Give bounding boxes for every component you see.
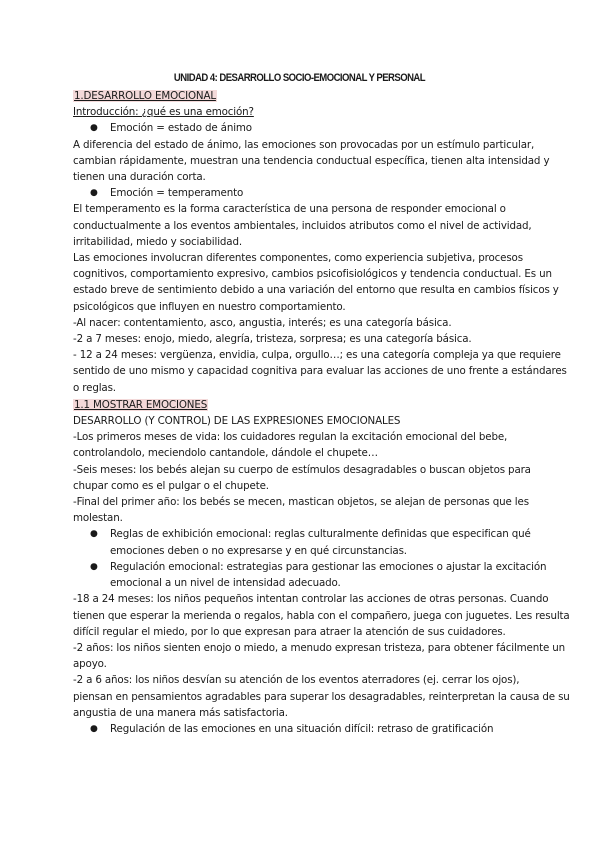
subheading: DESARROLLO (Y CONTROL) DE LAS EXPRESIONES EMOCIONALES xyxy=(73,415,401,428)
bullet-text: Emoción = estado de ánimo xyxy=(110,122,252,135)
paragraph-line: -Seis meses: los bebés alejan su cuerpo de estímulos desagradables o buscan objetos para xyxy=(73,463,531,476)
paragraph-line: piensan en pensamientos agradables para superar los desagradables, reinterpretan la causa de su xyxy=(73,690,570,703)
bullet-item xyxy=(73,120,528,136)
paragraph-line: -18 a 24 meses: los niños pequeños intentan controlar las acciones de otras personas. Cuando xyxy=(73,593,549,606)
bullet-icon: ● xyxy=(90,529,98,540)
paragraph-line: irritabilidad, miedo y sociabilidad. xyxy=(73,235,242,248)
paragraph-line: tienen que esperar la merienda o regalos, habla con el compañero, juega con juguetes. Les resulta xyxy=(73,609,570,622)
paragraph-line: -Al nacer: contentamiento, asco, angustia, interés; es una categoría básica. xyxy=(73,316,452,329)
paragraph-line: sentido de uno mismo y capacidad cognitiva para evaluar las acciones de uno frente a estándares xyxy=(73,365,567,378)
section-heading-desarrollo-emocional: 1.DESARROLLO EMOCIONAL xyxy=(74,90,216,102)
paragraph-line: -2 años: los niños sienten enojo o miedo, a menudo expresan tristeza, para obtener fácilmente un xyxy=(73,641,566,654)
paragraph-line: estado breve de sentimiento debido a una variación del entorno que resulta en cambios físicos y xyxy=(73,284,559,297)
paragraph-line: molestan. xyxy=(73,512,123,525)
paragraph-line: -2 a 6 años: los niños desvían su atención de los eventos aterradores (ej. cerrar los ojos), xyxy=(73,674,520,687)
bullet-icon: ● xyxy=(90,561,98,572)
document-body xyxy=(73,88,570,737)
bullet-continuation: emocional a un nivel de intensidad adecuado. xyxy=(110,577,341,590)
bullet-icon: ● xyxy=(90,123,98,134)
paragraph-line: cognitivos, comportamiento expresivo, cambios psicofisiológicos y tendencia conductual. Es un xyxy=(73,268,552,281)
paragraph-line: cambian rápidamente, muestran una tendencia conductual específica, tienen alta intensidad y xyxy=(73,154,550,167)
bullet-item xyxy=(73,721,528,737)
paragraph-line: El temperamento es la forma característica de una persona de responder emocional o xyxy=(73,203,506,216)
bullet-text: Regulación emocional: estrategias para gestionar las emociones o ajustar la excitación xyxy=(110,560,547,573)
paragraph-line: angustia de una manera más satisfactoria. xyxy=(73,706,288,719)
paragraph-line: chupar como es el pulgar o el chupete. xyxy=(73,479,269,492)
paragraph-line: controlandolo, meciendolo cantandole, dándole el chupete… xyxy=(73,447,378,460)
bullet-item xyxy=(73,185,528,201)
paragraph-line: - 12 a 24 meses: vergüenza, envidia, culpa, orgullo…; es una categoría compleja ya que requiere xyxy=(73,349,561,362)
bullet-icon: ● xyxy=(90,723,98,734)
bullet-text: Emoción = temperamento xyxy=(110,187,244,200)
paragraph-line: tienen una duración corta. xyxy=(73,171,206,184)
bullet-text: Regulación de las emociones en una situación difícil: retraso de gratificación xyxy=(110,722,494,735)
bullet-item xyxy=(73,559,547,575)
paragraph-line: A diferencia del estado de ánimo, las emociones son provocadas por un estímulo particular, xyxy=(73,138,535,151)
paragraph-line: conductualmente a los eventos ambientales, incluidos atributos como el nivel de actividad, xyxy=(73,219,532,232)
intro-heading: Introducción: ¿qué es una emoción? xyxy=(73,106,254,119)
bullet-text: Reglas de exhibición emocional: reglas culturalmente definidas que especifican qué xyxy=(110,528,531,541)
paragraph-line: -Los primeros meses de vida: los cuidadores regulan la excitación emocional del bebe, xyxy=(73,431,508,444)
document-title: UNIDAD 4: DESARROLLO SOCIO-EMOCIONAL Y PERSONAL xyxy=(173,72,426,84)
bullet-icon: ● xyxy=(90,188,98,199)
paragraph-line: -Final del primer año: los bebés se mecen, mastican objetos, se alejan de personas que les xyxy=(73,496,529,509)
paragraph-line: o reglas. xyxy=(73,381,116,394)
paragraph-line: difícil regular el miedo, por lo que expresan para atraer la atención de sus cuidadores. xyxy=(73,625,506,638)
paragraph-line: apoyo. xyxy=(73,658,107,671)
section-heading-mostrar-emociones: 1.1 MOSTRAR EMOCIONES xyxy=(74,398,208,411)
paragraph-line: Las emociones involucran diferentes componentes, como experiencia subjetiva, procesos xyxy=(73,252,523,265)
bullet-item xyxy=(73,526,531,542)
bullet-continuation: emociones deben o no expresarse y en qué circunstancias. xyxy=(110,544,407,557)
paragraph-line: -2 a 7 meses: enojo, miedo, alegría, tristeza, sorpresa; es una categoría básica. xyxy=(73,333,472,346)
paragraph-line: psicológicos que influyen en nuestro comportamiento. xyxy=(73,300,346,313)
